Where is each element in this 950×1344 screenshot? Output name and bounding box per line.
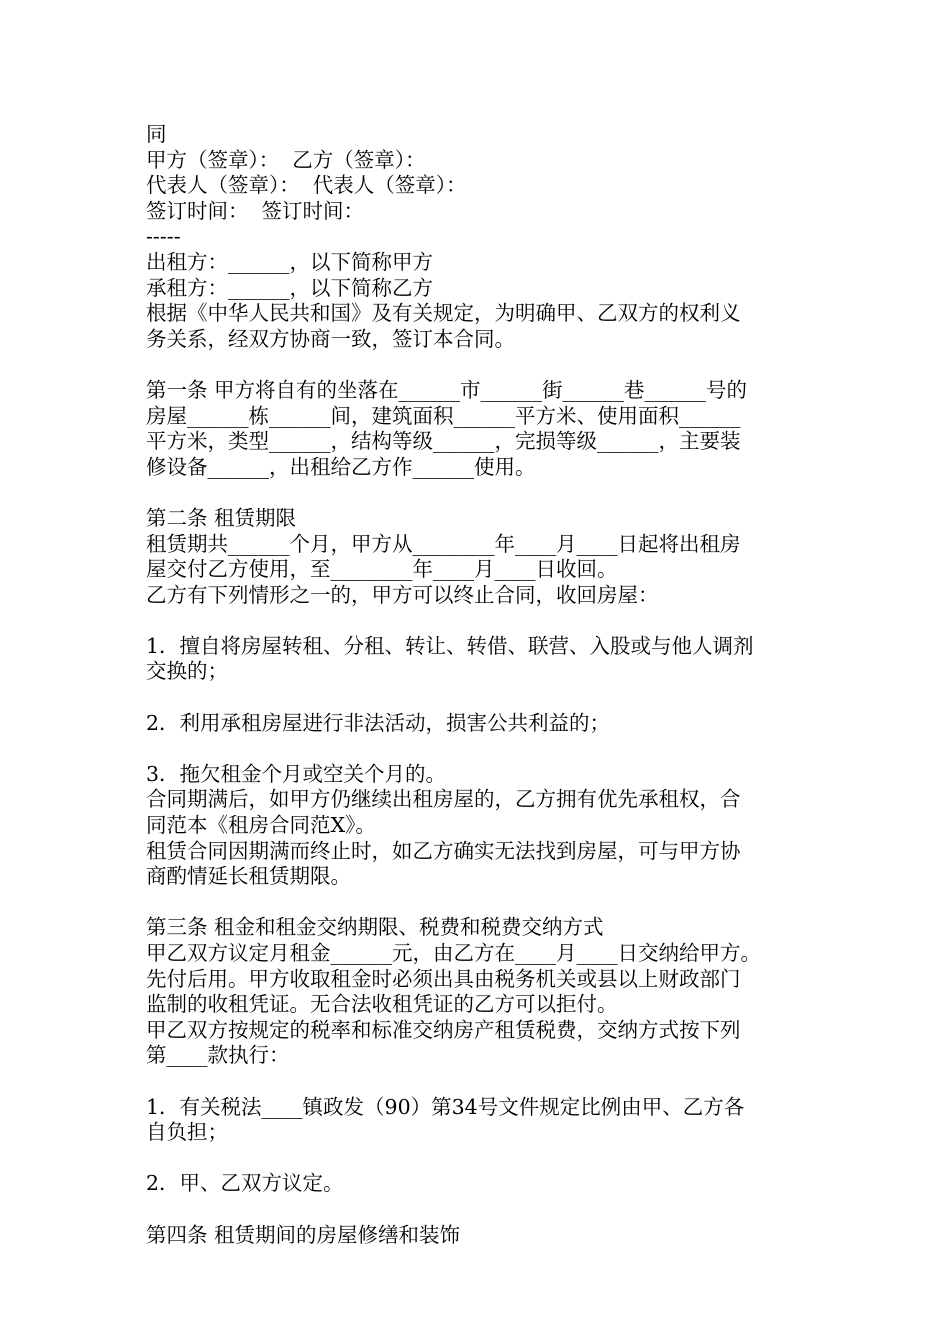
- separator-line: -----: [146, 224, 181, 249]
- signature-representative-line: 代表人（签章）： 代表人（签章）：: [146, 173, 467, 198]
- article-2-line: 乙方有下列情形之一的，甲方可以终止合同，收回房屋：: [146, 582, 659, 607]
- signing-date-line: 签订时间： 签订时间：: [146, 198, 365, 223]
- article-3-line: 监制的收租凭证。无合法收租凭证的乙方可以拒付。: [146, 992, 618, 1017]
- article-2-line: 租赁期共______个月，甲方从________年____月____日起将出租房: [146, 531, 741, 556]
- lessor-line: 出租方：______，以下简称甲方: [146, 249, 433, 274]
- article-2-line: 合同期满后，如甲方仍继续出租房屋的，乙方拥有优先承租权，合: [146, 787, 741, 812]
- list-item-line: 1．擅自将房屋转租、分租、转让、转借、联营、入股或与他人调剂: [146, 633, 754, 658]
- article-2-line: 同范本《租房合同范X》。: [146, 813, 376, 838]
- list-item-line: 自负担；: [146, 1120, 228, 1145]
- article-3-line: 甲乙双方按规定的税率和标准交纳房产租赁税费，交纳方式按下列: [146, 1017, 741, 1042]
- signature-party-line: 甲方（签章）： 乙方（签章）：: [146, 147, 426, 172]
- contract-text: [146, 122, 816, 1248]
- blank-line: [146, 685, 816, 711]
- article-1-line: 房屋______栋______间，建筑面积______平方米、使用面积______: [146, 403, 741, 428]
- article-3-line: 先付后用。甲方收取租金时必须出具由税务机关或县以上财政部门: [146, 966, 741, 991]
- article-2-line: 租赁合同因期满而终止时，如乙方确实无法找到房屋，可与甲方协: [146, 838, 741, 863]
- article-1-line: 平方米，类型______，结构等级______，完损等级______，主要装: [146, 429, 741, 454]
- blank-line: [146, 890, 816, 916]
- article-3-line: 甲乙双方议定月租金______元，由乙方在____月____日交纳给甲方。: [146, 941, 761, 965]
- article-2-line: 屋交付乙方使用，至________年____月____日收回。: [146, 557, 618, 582]
- blank-line: [146, 736, 816, 762]
- article-1-line: 修设备______，出租给乙方作______使用。: [146, 454, 536, 479]
- preamble-line: 务关系，经双方协商一致，签订本合同。: [146, 326, 515, 351]
- blank-line: [146, 480, 816, 506]
- article-2-line: 商酌情延长租赁期限。: [146, 864, 351, 889]
- blank-line: [146, 1146, 816, 1172]
- list-item-line: 1．有关税法____镇政发（90）第34号文件规定比例由甲、乙方各: [146, 1094, 745, 1119]
- list-item-line: 3．拖欠租金个月或空关个月的。: [146, 761, 447, 786]
- article-3-heading: 第三条 租金和租金交纳期限、税费和税费交纳方式: [146, 915, 604, 940]
- lessee-line: 承租方：______，以下简称乙方: [146, 275, 433, 300]
- list-item-line: 交换的；: [146, 659, 228, 684]
- text-line: 同: [146, 122, 167, 146]
- article-2-heading: 第二条 租赁期限: [146, 505, 297, 530]
- article-3-line: 第____款执行：: [146, 1043, 290, 1068]
- list-item-line: 2．利用承租房屋进行非法活动，损害公共利益的；: [146, 710, 611, 735]
- blank-line: [146, 608, 816, 634]
- article-4-heading: 第四条 租赁期间的房屋修缮和装饰: [146, 1222, 461, 1247]
- article-1-line: 第一条 甲方将自有的坐落在______市______街______巷______号的: [146, 377, 748, 402]
- blank-line: [146, 1197, 816, 1223]
- list-item-line: 2．甲、乙双方议定。: [146, 1171, 344, 1196]
- blank-line: [146, 1069, 816, 1095]
- preamble-line: 根据《中华人民共和国》及有关规定，为明确甲、乙双方的权利义: [146, 301, 741, 326]
- blank-line: [146, 352, 816, 378]
